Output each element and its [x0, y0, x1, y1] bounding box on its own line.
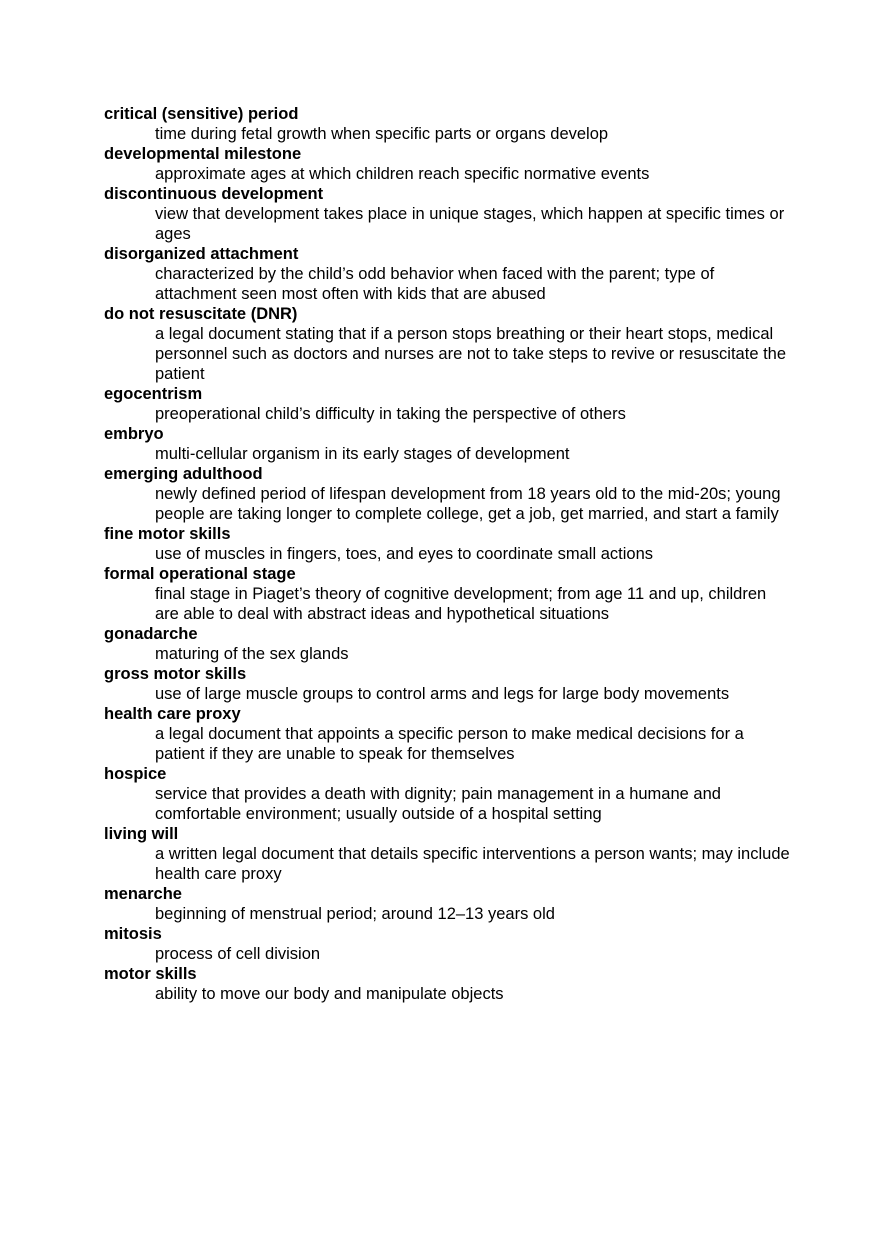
glossary-term: gonadarche — [104, 625, 198, 643]
glossary-definition: preoperational child’s difficulty in taking the perspective of others — [155, 405, 626, 423]
glossary-entry — [104, 244, 794, 304]
glossary-definition: a written legal document that details specific interventions a person wants; may include health care proxy — [155, 845, 790, 883]
glossary-term: developmental milestone — [104, 145, 302, 163]
glossary-definition: process of cell division — [155, 945, 321, 963]
glossary-definition: approximate ages at which children reach specific normative events — [155, 165, 650, 183]
glossary-definition: maturing of the sex glands — [155, 645, 349, 663]
glossary-entry — [104, 104, 794, 144]
glossary-definition: service that provides a death with dignity; pain management in a humane and comfortable environment; usually outside of a hospital setting — [155, 785, 721, 823]
glossary-entry — [104, 144, 794, 184]
glossary-entry — [104, 624, 794, 664]
glossary-term: embryo — [104, 425, 164, 443]
glossary-definition: use of muscles in fingers, toes, and eyes to coordinate small actions — [155, 545, 654, 563]
glossary-definition: view that development takes place in unique stages, which happen at specific times or ages — [155, 205, 785, 243]
glossary-entry — [104, 924, 794, 964]
glossary-entry — [104, 764, 794, 824]
glossary-definition: use of large muscle groups to control arms and legs for large body movements — [155, 685, 730, 703]
glossary-term: emerging adulthood — [104, 465, 263, 483]
glossary-definition: newly defined period of lifespan development from 18 years old to the mid-20s; young people are taking longer to complete college, get a job, get married, and start a family — [155, 485, 781, 523]
glossary-entry — [104, 964, 794, 1004]
glossary-entry — [104, 424, 794, 464]
glossary-term: health care proxy — [104, 705, 241, 723]
glossary-entry — [104, 304, 794, 384]
glossary-entry — [104, 664, 794, 704]
glossary-definition: beginning of menstrual period; around 12–13 years old — [155, 905, 555, 923]
glossary-term: living will — [104, 825, 179, 843]
glossary-entry — [104, 884, 794, 924]
glossary-term: egocentrism — [104, 385, 203, 403]
glossary-entry — [104, 524, 794, 564]
glossary-entry — [104, 564, 794, 624]
glossary-definition: a legal document stating that if a person stops breathing or their heart stops, medical personnel such as doctors and nurses are not to take steps to revive or resuscitate the patient — [155, 325, 787, 383]
glossary-term: disorganized attachment — [104, 245, 299, 263]
glossary-term: mitosis — [104, 925, 162, 943]
glossary-entry — [104, 384, 794, 424]
glossary-definition: time during fetal growth when specific parts or organs develop — [155, 125, 609, 143]
glossary-term: fine motor skills — [104, 525, 231, 543]
glossary-term: menarche — [104, 885, 182, 903]
glossary-term: discontinuous development — [104, 185, 324, 203]
glossary-term: gross motor skills — [104, 665, 247, 683]
glossary-entry — [104, 704, 794, 764]
glossary-definition: a legal document that appoints a specific person to make medical decisions for a patient if they are unable to speak for themselves — [155, 725, 744, 763]
glossary-definition: characterized by the child’s odd behavior when faced with the parent; type of attachment seen most often with kids that are abused — [155, 265, 715, 303]
glossary-entry — [104, 824, 794, 884]
glossary-term: formal operational stage — [104, 565, 296, 583]
glossary-definition: final stage in Piaget’s theory of cognitive development; from age 11 and up, children are able to deal with abstract ideas and hypothetical situations — [155, 585, 767, 623]
glossary-page — [104, 104, 794, 1004]
glossary-term: hospice — [104, 765, 167, 783]
glossary-term: do not resuscitate (DNR) — [104, 305, 298, 323]
glossary-definition: multi-cellular organism in its early stages of development — [155, 445, 570, 463]
glossary-definition: ability to move our body and manipulate objects — [155, 985, 504, 1003]
glossary-term: critical (sensitive) period — [104, 105, 299, 123]
glossary-entry — [104, 464, 794, 524]
glossary-entry — [104, 184, 794, 244]
glossary-term: motor skills — [104, 965, 197, 983]
